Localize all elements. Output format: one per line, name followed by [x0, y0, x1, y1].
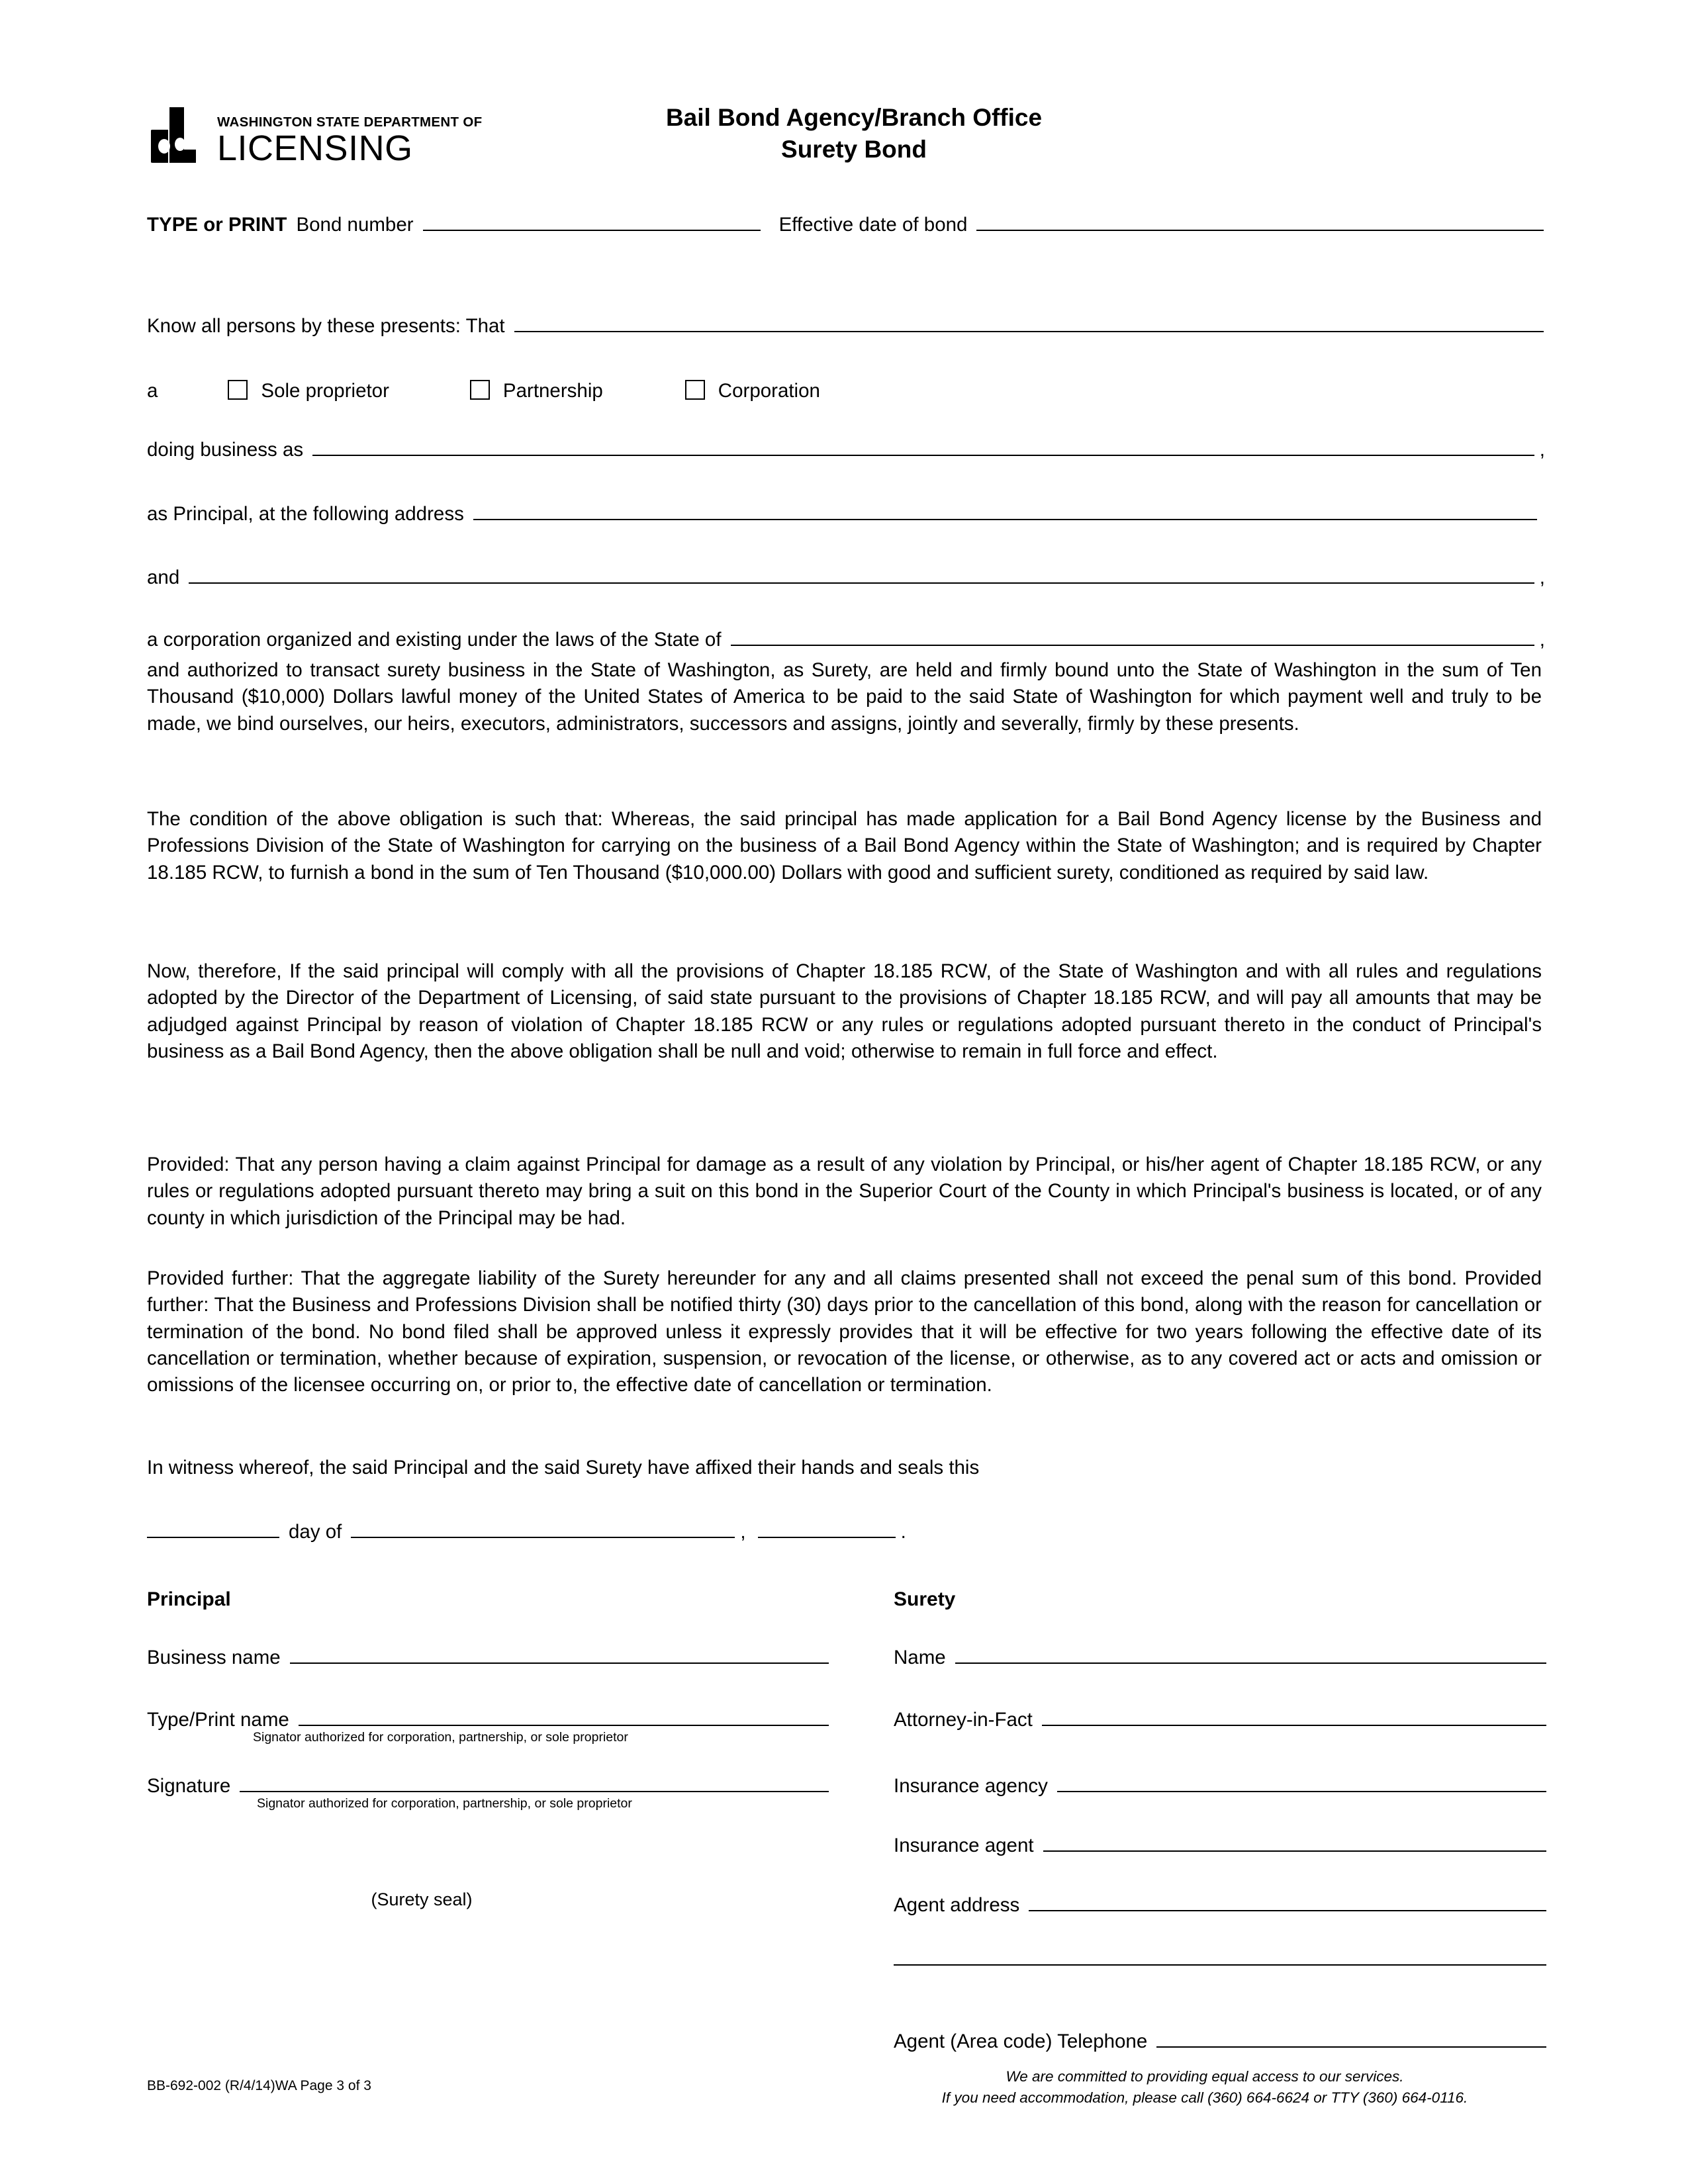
principal-print-name-input[interactable]: [299, 1725, 829, 1726]
dba-input[interactable]: [312, 455, 1534, 456]
principal-name-input[interactable]: [514, 331, 1544, 332]
date-period: .: [900, 1521, 906, 1543]
logo-licensing-line: LICENSING: [217, 128, 413, 168]
principal-address-row: [147, 504, 1537, 524]
principal-signature-row: [147, 1775, 829, 1797]
state-of-trailing-comma: ,: [1539, 629, 1545, 651]
agent-address-row-2: [894, 1964, 1546, 1970]
surety-name-label: Name: [894, 1647, 946, 1668]
paragraph-claims: Provided: That any person having a claim against Principal for damage as a result of any violation by Principal, or his/her agent of Chapter 18.185 RCW, or any rules or regulations adopted pursuant thereto may bring a suit on this bond in the Superior Court of the County in which Principal's business is located, or of any county in which jurisdiction of the Principal may be had.: [147, 1154, 1542, 1229]
page-title: [463, 102, 1244, 165]
agent-address-input[interactable]: [1029, 1910, 1546, 1911]
label-sole-proprietor: Sole proprietor: [261, 380, 389, 402]
day-of-label: day of: [289, 1521, 342, 1543]
surety-name-input[interactable]: [189, 582, 1534, 584]
insurance-agent-input[interactable]: [1043, 1850, 1546, 1852]
surety-seal-note: (Surety seal): [371, 1889, 473, 1909]
execution-date-row: [147, 1522, 906, 1542]
date-comma: ,: [740, 1521, 746, 1543]
page-title-line1: Bail Bond Agency/Branch Office: [665, 104, 1043, 131]
state-of-incorporation-row: [147, 630, 1545, 650]
paragraph-condition: The condition of the above obligation is such that: Whereas, the said principal has made application for a Bail Bond Agency license by the Business and Professions Division of the State of Washington for carrying on the business of a Bail Bond Agency within the State of Washington; and is required by Chapter 18.185 RCW, to furnish a bond in the sum of Ten Thousand ($10,000.00) Dollars with good and sufficient surety, conditioned as required by said law.: [147, 808, 1542, 884]
checkbox-sole-proprietor[interactable]: [228, 380, 248, 400]
and-trailing-comma: ,: [1539, 567, 1545, 588]
surety-name-row: [147, 568, 1545, 588]
dba-row: [147, 440, 1545, 460]
form-number: BB-692-002 (R/4/14)WA Page 3 of 3: [147, 2078, 371, 2093]
know-all-persons-row: [147, 316, 1544, 336]
accessibility-notice-line2: If you need accommodation, please call (360) 664-6624 or TTY (360) 664-0116.: [941, 2089, 1468, 2106]
agent-address-row: [894, 1894, 1546, 1917]
checkbox-partnership[interactable]: [470, 380, 490, 400]
bond-number-row: [147, 215, 1544, 235]
page-title-line2: Surety Bond: [781, 136, 927, 163]
attorney-in-fact-input[interactable]: [1042, 1725, 1546, 1726]
principal-signature-label: Signature: [147, 1775, 231, 1797]
document-header: [0, 99, 1688, 199]
state-of-incorporation-label: a corporation organized and existing under the laws of the State of: [147, 629, 722, 651]
paragraph-witness: In witness whereof, the said Principal and the said Surety have affixed their hands and seals this: [147, 1457, 980, 1479]
accessibility-notice-line1: We are committed to providing equal access to our services.: [1006, 2068, 1404, 2085]
insurance-agency-label: Insurance agency: [894, 1775, 1048, 1797]
insurance-agent-row: [894, 1835, 1546, 1857]
type-or-print-label: TYPE or PRINT: [147, 214, 287, 236]
dba-label: doing business as: [147, 439, 304, 461]
surety-section-heading-wrap: [894, 1588, 955, 1611]
label-partnership: Partnership: [502, 380, 603, 402]
entity-prefix-label: a: [147, 380, 158, 402]
principal-heading: Principal: [147, 1588, 231, 1610]
agent-telephone-row: [894, 2030, 1546, 2053]
surety-name-field-row: [894, 1647, 1546, 1669]
principal-signature-caption: Signator authorized for corporation, partnership, or sole proprietor: [257, 1796, 632, 1811]
principal-print-name-row: [147, 1709, 829, 1731]
principal-signature-input[interactable]: [240, 1791, 829, 1792]
attorney-in-fact-row: [894, 1709, 1546, 1731]
dba-trailing-comma: ,: [1539, 439, 1545, 461]
principal-address-input[interactable]: [473, 519, 1537, 520]
logo-wordmark: [217, 116, 482, 167]
principal-business-name-label: Business name: [147, 1647, 281, 1668]
insurance-agent-label: Insurance agent: [894, 1835, 1034, 1856]
accessibility-notice: [854, 2066, 1556, 2109]
entity-type-row: [147, 377, 820, 401]
logo-department-line: WASHINGTON STATE DEPARTMENT OF: [217, 114, 483, 130]
effective-date-label: Effective date of bond: [778, 214, 968, 236]
day-input[interactable]: [147, 1537, 279, 1538]
attorney-in-fact-label: Attorney-in-Fact: [894, 1709, 1033, 1731]
principal-print-name-label: Type/Print name: [147, 1709, 289, 1731]
principal-business-name-row: [147, 1647, 829, 1669]
paragraph-aggregate-liability: Provided further: That the aggregate liability of the Surety hereunder for any and all claims presented shall not exceed the penal sum of this bond. Provided further: That the Business and Professions Division shall be notified thirty (30) days prior to the cancellation of this bond, along with the reason for cancellation or termination of the bond. No bond filed shall be approved unless it expressly provides that it will be effective for two years following the effective date of its cancellation or termination, whether because of expiration, suspension, or revocation of the license, or otherwise, as to any covered act or acts and omission or omissions of the licensee occurring on, or prior to, the effective date of cancellation or termination.: [147, 1267, 1542, 1396]
year-input[interactable]: [758, 1537, 896, 1538]
agency-logo: [151, 106, 482, 167]
principal-business-name-input[interactable]: [290, 1662, 829, 1664]
know-all-persons-label: Know all persons by these presents: That: [147, 315, 505, 337]
bond-number-input[interactable]: [423, 230, 761, 231]
month-input[interactable]: [351, 1537, 735, 1538]
and-label: and: [147, 567, 180, 588]
agent-telephone-input[interactable]: [1156, 2046, 1546, 2048]
state-of-incorporation-input[interactable]: [731, 645, 1534, 646]
label-corporation: Corporation: [718, 380, 820, 402]
insurance-agency-row: [894, 1775, 1546, 1797]
agent-telephone-label: Agent (Area code) Telephone: [894, 2030, 1148, 2052]
insurance-agency-input[interactable]: [1057, 1791, 1546, 1792]
principal-address-label: as Principal, at the following address: [147, 503, 464, 525]
checkbox-corporation[interactable]: [685, 380, 705, 400]
bond-number-label: Bond number: [296, 214, 414, 236]
effective-date-input[interactable]: [976, 230, 1544, 231]
agent-address-label: Agent address: [894, 1894, 1020, 1916]
paragraph-surety-obligation: and authorized to transact surety business in the State of Washington, as Surety, are held and firmly bound unto the State of Washington in the sum of Ten Thousand ($10,000) Dollars lawful money of the United States of America to be paid to the said State of Washington for which payment well and truly to be made, we bind ourselves, our heirs, executors, administrators, successors and assigns, jointly and severally, firmly by these presents.: [147, 659, 1542, 735]
principal-print-name-caption: Signator authorized for corporation, partnership, or sole proprietor: [253, 1730, 628, 1745]
surety-name-field-input[interactable]: [955, 1662, 1546, 1664]
dol-logo-icon: [151, 106, 208, 167]
agent-address-input-2[interactable]: [894, 1964, 1546, 1966]
paragraph-compliance: Now, therefore, If the said principal will comply with all the provisions of Chapter 18.185 RCW, of the State of Washington and with all rules and regulations adopted by the Director of the Department of Licensing, of said state pursuant to the provisions of Chapter 18.185 RCW, and will pay all amounts that may be adjudged against Principal by reason of violation of Chapter 18.185 RCW or any rules or regulations adopted pursuant thereto in the conduct of Principal's business as a Bail Bond Agency, then the above obligation shall be null and void; otherwise to remain in full force and effect.: [147, 960, 1542, 1062]
surety-heading: Surety: [894, 1588, 956, 1610]
principal-section-heading-wrap: [147, 1588, 231, 1611]
